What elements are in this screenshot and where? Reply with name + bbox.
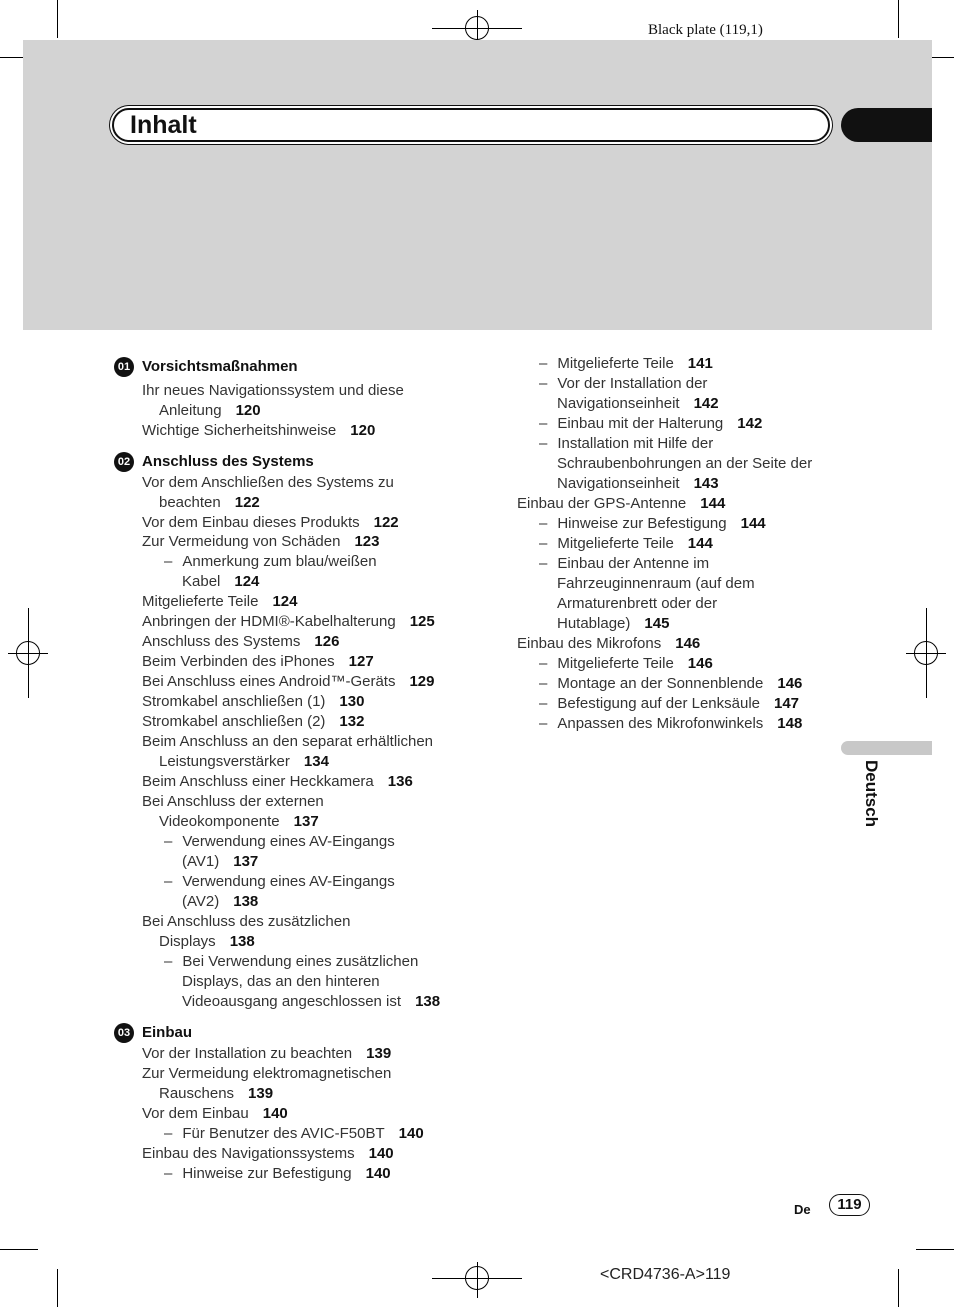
toc-entry xyxy=(539,534,713,554)
toc-entry xyxy=(142,421,375,441)
toc-entry xyxy=(142,532,380,552)
registration-circle xyxy=(914,641,938,665)
section-title: Einbau xyxy=(142,1024,193,1041)
toc-entry xyxy=(539,714,802,734)
page-title: Inhalt xyxy=(130,111,197,139)
toc-entry-text: Mitgelieferte Teile xyxy=(557,535,674,552)
toc-entry-text: Vor dem Anschließen des Systems zu xyxy=(142,474,394,491)
toc-entry-text: Anbringen der HDMI®-Kabelhalterung xyxy=(142,613,396,630)
toc-page-number: 120 xyxy=(235,402,261,419)
toc-entry-text: Einbau der GPS-Antenne xyxy=(517,495,687,512)
toc-entry xyxy=(142,652,374,672)
toc-entry-text: Montage an der Sonnenblende xyxy=(557,675,764,692)
toc-page-number: 143 xyxy=(693,475,719,492)
plate-label: Black plate (119,1) xyxy=(648,22,763,38)
toc-dash: – xyxy=(539,555,548,572)
toc-entry-text: Verwendung eines AV-Eingangs xyxy=(182,833,395,850)
section-number-badge: 01 xyxy=(114,357,134,377)
toc-entry xyxy=(539,374,707,394)
toc-entry xyxy=(142,612,435,632)
toc-entry-text: Armaturenbrett oder der xyxy=(557,595,718,612)
toc-entry xyxy=(182,892,258,912)
crop-mark xyxy=(898,1269,899,1307)
toc-entry-text: Installation mit Hilfe der xyxy=(557,435,714,452)
language-label: Deutsch xyxy=(862,760,881,828)
toc-entry xyxy=(539,414,762,434)
toc-entry xyxy=(539,694,799,714)
toc-entry-text: Zur Vermeidung von Schäden xyxy=(142,533,341,550)
toc-entry xyxy=(539,654,713,674)
toc-page-number: 139 xyxy=(366,1045,392,1062)
toc-entry xyxy=(557,574,755,594)
crop-mark xyxy=(916,1249,954,1250)
toc-entry-text: Rauschens xyxy=(159,1085,235,1102)
toc-page-number: 130 xyxy=(339,693,365,710)
toc-entry-text: Beim Anschluss einer Heckkamera xyxy=(142,773,374,790)
toc-entry-text: Einbau der Antenne im xyxy=(557,555,710,572)
toc-entry-text: Verwendung eines AV-Eingangs xyxy=(182,873,395,890)
toc-dash: – xyxy=(539,675,548,692)
header-banner xyxy=(23,40,932,330)
toc-page-number: 140 xyxy=(368,1145,394,1162)
toc-page-number: 137 xyxy=(293,813,319,830)
toc-page-number: 141 xyxy=(687,355,713,372)
toc-page-number: 146 xyxy=(675,635,701,652)
toc-entry xyxy=(159,932,255,952)
toc-page-number: 124 xyxy=(234,573,260,590)
toc-page-number: 127 xyxy=(348,653,374,670)
toc-entry xyxy=(142,592,297,612)
toc-page-number: 132 xyxy=(339,713,365,730)
toc-entry xyxy=(557,394,719,414)
toc-page-number: 144 xyxy=(700,495,726,512)
toc-page-number: 129 xyxy=(409,673,435,690)
toc-page-number: 140 xyxy=(262,1105,288,1122)
toc-entry-text: Zur Vermeidung elektromagnetischen xyxy=(142,1065,392,1082)
toc-page-number: 144 xyxy=(740,515,766,532)
toc-entry-text: Navigationseinheit xyxy=(557,395,680,412)
toc-entry-text: Befestigung auf der Lenksäule xyxy=(557,695,760,712)
toc-entry xyxy=(517,634,700,654)
toc-dash: – xyxy=(164,1125,173,1142)
section-title: Vorsichtsmaßnahmen xyxy=(142,358,298,375)
page-number: 119 xyxy=(829,1194,870,1216)
toc-dash: – xyxy=(164,833,173,850)
toc-entry xyxy=(182,572,259,592)
toc-dash: – xyxy=(164,873,173,890)
toc-entry xyxy=(182,992,440,1012)
toc-entry xyxy=(557,454,812,474)
toc-page-number: 145 xyxy=(644,615,670,632)
toc-entry-text: Anpassen des Mikrofonwinkels xyxy=(557,715,764,732)
toc-entry xyxy=(142,732,433,752)
toc-entry-text: Einbau des Mikrofons xyxy=(517,635,662,652)
toc-page-number: 134 xyxy=(303,753,329,770)
toc-page-number: 147 xyxy=(774,695,800,712)
toc-dash: – xyxy=(539,715,548,732)
toc-page-number: 142 xyxy=(693,395,719,412)
toc-entry-text: Einbau des Navigationssystems xyxy=(142,1145,355,1162)
toc-entry xyxy=(159,493,260,513)
toc-page-number: 124 xyxy=(272,593,298,610)
registration-circle xyxy=(465,16,489,40)
toc-entry-text: Bei Verwendung eines zusätzlichen xyxy=(182,953,419,970)
language-tab xyxy=(841,741,932,755)
toc-entry-text: Videokomponente xyxy=(159,813,280,830)
toc-page-number: 146 xyxy=(687,655,713,672)
toc-entry xyxy=(164,832,395,852)
toc-entry-text: Bei Anschluss eines Android™-Geräts xyxy=(142,673,396,690)
toc-entry xyxy=(557,474,719,494)
toc-entry xyxy=(159,401,261,421)
toc-dash: – xyxy=(164,553,173,570)
toc-entry-text: (AV1) xyxy=(182,853,220,870)
toc-entry xyxy=(164,872,395,892)
toc-entry xyxy=(159,1084,273,1104)
toc-dash: – xyxy=(539,355,548,372)
toc-entry-text: Einbau mit der Halterung xyxy=(557,415,724,432)
toc-page-number: 138 xyxy=(229,933,255,950)
toc-entry-text: Anleitung xyxy=(159,402,222,419)
toc-entry xyxy=(142,473,394,493)
toc-dash: – xyxy=(164,953,173,970)
toc-entry-text: Hinweise zur Befestigung xyxy=(182,1165,352,1182)
toc-entry-text: Wichtige Sicherheitshinweise xyxy=(142,422,337,439)
toc-entry-text: Vor der Installation zu beachten xyxy=(142,1045,353,1062)
toc-entry-text: Stromkabel anschließen (2) xyxy=(142,713,326,730)
toc-page-number: 140 xyxy=(398,1125,424,1142)
toc-page-number: 138 xyxy=(233,893,259,910)
toc-entry xyxy=(142,692,364,712)
section-number-badge: 02 xyxy=(114,452,134,472)
toc-page-number: 120 xyxy=(350,422,376,439)
toc-dash: – xyxy=(539,415,548,432)
toc-dash: – xyxy=(539,435,548,452)
toc-page-number: 139 xyxy=(248,1085,274,1102)
toc-entry xyxy=(539,554,709,574)
toc-dash: – xyxy=(539,535,548,552)
toc-entry xyxy=(539,354,713,374)
toc-entry xyxy=(142,792,324,812)
toc-entry xyxy=(142,381,404,401)
toc-entry-text: Bei Anschluss der externen xyxy=(142,793,324,810)
toc-entry xyxy=(539,674,802,694)
toc-entry-text: Fahrzeuginnenraum (auf dem xyxy=(557,575,755,592)
document-code: <CRD4736-A>119 xyxy=(600,1266,731,1283)
toc-entry xyxy=(142,772,413,792)
toc-page-number: 122 xyxy=(234,494,260,511)
toc-dash: – xyxy=(539,695,548,712)
toc-entry-text: Leistungsverstärker xyxy=(159,753,290,770)
toc-page-number: 146 xyxy=(777,675,803,692)
toc-entry xyxy=(164,1164,391,1184)
toc-entry-text: Displays xyxy=(159,933,216,950)
toc-entry-text: Navigationseinheit xyxy=(557,475,680,492)
toc-entry xyxy=(539,514,766,534)
toc-entry-text: Videoausgang angeschlossen ist xyxy=(182,993,402,1010)
crop-mark xyxy=(57,0,58,38)
toc-entry-text: Mitgelieferte Teile xyxy=(557,655,674,672)
toc-entry-text: Vor dem Einbau xyxy=(142,1105,249,1122)
toc-entry xyxy=(182,972,380,992)
toc-entry xyxy=(159,752,329,772)
section-title: Anschluss des Systems xyxy=(142,453,314,470)
title-box xyxy=(112,108,830,142)
toc-entry xyxy=(164,952,418,972)
section-number-badge: 03 xyxy=(114,1023,134,1043)
toc-entry-text: Hutablage) xyxy=(557,615,631,632)
toc-page-number: 148 xyxy=(777,715,803,732)
toc-entry xyxy=(142,632,339,652)
toc-entry-text: Mitgelieferte Teile xyxy=(142,593,259,610)
toc-entry-text: beachten xyxy=(159,494,221,511)
toc-page-number: 142 xyxy=(737,415,763,432)
toc-entry xyxy=(517,494,725,514)
toc-entry xyxy=(539,434,713,454)
toc-page-number: 138 xyxy=(415,993,441,1010)
toc-entry-text: Vor dem Einbau dieses Produkts xyxy=(142,514,360,531)
toc-entry xyxy=(142,1144,394,1164)
toc-entry-text: Ihr neues Navigationssystem und diese xyxy=(142,382,404,399)
toc-page-number: 140 xyxy=(365,1165,391,1182)
toc-page-number: 136 xyxy=(387,773,413,790)
toc-dash: – xyxy=(164,1165,173,1182)
toc-entry xyxy=(142,513,399,533)
toc-entry-text: Beim Anschluss an den separat erhältlichen xyxy=(142,733,434,750)
registration-circle xyxy=(16,641,40,665)
toc-page-number: 125 xyxy=(409,613,435,630)
toc-entry xyxy=(182,852,258,872)
toc-page-number: 144 xyxy=(687,535,713,552)
toc-dash: – xyxy=(539,375,548,392)
toc-entry-text: Stromkabel anschließen (1) xyxy=(142,693,326,710)
toc-entry-text: Hinweise zur Befestigung xyxy=(557,515,727,532)
toc-dash: – xyxy=(539,515,548,532)
crop-mark xyxy=(0,1249,38,1250)
title-tab xyxy=(841,108,932,142)
toc-entry-text: Anmerkung zum blau/weißen xyxy=(182,553,377,570)
crop-mark xyxy=(57,1269,58,1307)
toc-entry-text: Displays, das an den hinteren xyxy=(182,973,380,990)
toc-entry-text: Mitgelieferte Teile xyxy=(557,355,674,372)
toc-entry xyxy=(164,552,377,572)
toc-entry-text: Kabel xyxy=(182,573,221,590)
toc-entry-text: Anschluss des Systems xyxy=(142,633,301,650)
toc-entry xyxy=(142,912,350,932)
toc-entry-text: Bei Anschluss des zusätzlichen xyxy=(142,913,351,930)
toc-entry xyxy=(142,712,364,732)
toc-entry xyxy=(142,1044,391,1064)
toc-entry-text: Beim Verbinden des iPhones xyxy=(142,653,335,670)
toc-entry xyxy=(557,594,717,614)
crop-mark xyxy=(898,0,899,38)
toc-entry-text: (AV2) xyxy=(182,893,220,910)
toc-page-number: 137 xyxy=(233,853,259,870)
toc-entry-text: Schraubenbohrungen an der Seite der xyxy=(557,455,813,472)
toc-page-number: 122 xyxy=(373,514,399,531)
language-code: De xyxy=(794,1202,811,1217)
toc-entry-text: Für Benutzer des AVIC-F50BT xyxy=(182,1125,385,1142)
toc-entry xyxy=(557,614,669,634)
toc-entry xyxy=(142,672,435,692)
toc-entry-text: Vor der Installation der xyxy=(557,375,708,392)
toc-entry xyxy=(142,1104,288,1124)
toc-dash: – xyxy=(539,655,548,672)
toc-page-number: 123 xyxy=(354,533,380,550)
toc-entry xyxy=(164,1124,424,1144)
toc-entry xyxy=(142,1064,391,1084)
toc-page-number: 126 xyxy=(314,633,340,650)
registration-circle xyxy=(465,1266,489,1290)
toc-entry xyxy=(159,812,319,832)
